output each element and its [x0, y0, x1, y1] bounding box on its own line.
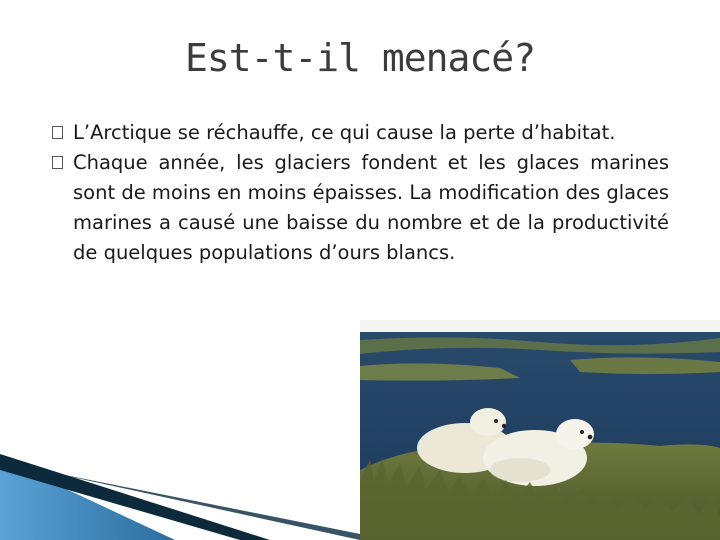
- bullet-item: [46, 148, 669, 268]
- polar-bears-photo: [360, 320, 720, 540]
- slide-title: Est-t-il menacé?: [184, 36, 536, 80]
- bullet-marker-icon: [52, 156, 63, 169]
- bullet-text: Chaque année, les glaciers fondent et les glaces marines sont de moins en moins épaisses. La modification des glaces marines a causé une baisse du nombre et de la productivité de quelques populations d’ours blancs.: [73, 151, 669, 264]
- bullet-marker-icon: [52, 126, 63, 139]
- bullet-list: [46, 118, 669, 268]
- corner-decoration: [0, 440, 390, 540]
- bullet-item: [46, 118, 669, 148]
- bullet-text: L’Arctique se réchauffe, ce qui cause la perte d’habitat.: [73, 121, 616, 144]
